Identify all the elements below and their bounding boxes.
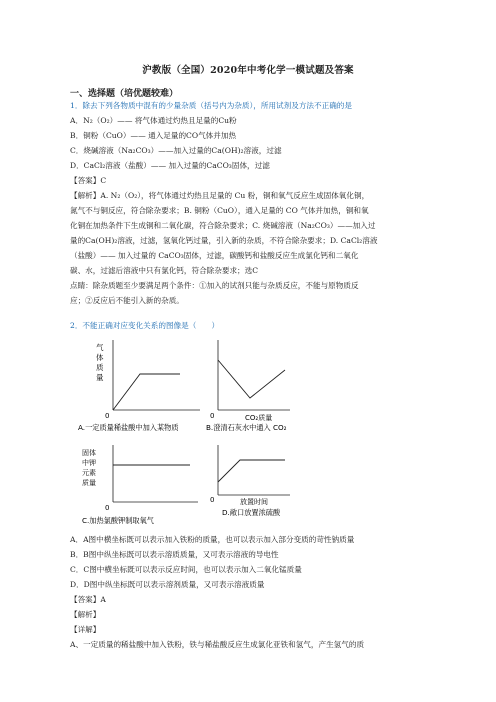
q2-stem: 2．不能正确对应变化关系的图像是（ ）	[70, 321, 220, 330]
graph-c	[82, 445, 198, 525]
graph-b-xlabel: CO₂质量	[245, 414, 273, 422]
q1-option-d: D．CaCl₂溶液（盐酸）—— 加入过量的CaCO₃固体，过滤	[70, 161, 270, 170]
q1-option-b: B．铜粉（CuO）—— 通入足量的CO气体并加热	[70, 131, 237, 140]
graph-b-caption: B.澄清石灰水中通入 CO₂	[206, 423, 287, 432]
graph-a-ylabel: 质	[96, 363, 104, 372]
q2-option-b: B．B图中纵坐标既可以表示溶质质量，又可表示溶液的导电性	[70, 550, 279, 559]
q1-analysis-line: 应；②反应后不能引入新的杂质。	[70, 296, 184, 305]
q2-graph-figure	[0, 330, 496, 530]
graph-c-ylabel: 元素	[82, 469, 96, 477]
graph-a-origin: 0	[105, 412, 110, 420]
q1-analysis-line: 化铜在加热条件下生成铜和二氧化碳，符合除杂要求；C. 烧碱溶液（Na₂CO₃）——加入过	[70, 221, 376, 230]
q1-answer: 【答案】C	[70, 176, 107, 185]
graph-c-ylabel: 质量	[82, 479, 96, 487]
graph-d-caption: D.敞口放置浓硫酸	[222, 508, 281, 517]
q2-detail-line: A、一定质量的稀盐酸中加入铁粉，铁与稀盐酸反应生成氯化亚铁和氢气，产生氢气的质	[70, 640, 365, 649]
q1-stem: 1．除去下列各物质中混有的少量杂质（括号内为杂质），所用试剂及方法不正确的是	[70, 101, 352, 110]
graph-b	[206, 340, 290, 432]
graph-d	[210, 445, 290, 517]
graph-d-xlabel: 放置时间	[240, 498, 268, 506]
q1-analysis-line: 点睛：除杂质题至少要满足两个条件：①加入的试剂只能与杂质反应，不能与原物质反	[70, 281, 359, 290]
graph-c-origin: 0	[105, 504, 110, 512]
graph-c-caption: C.加热氯酸钾制取氧气	[82, 516, 154, 525]
q1-analysis-line: 碳、水，过滤后溶液中只有氯化钙，符合除杂要求；选C	[70, 266, 259, 275]
section-heading: 一、选择题（培优题较难）	[70, 89, 179, 99]
graph-a-ylabel: 量	[96, 373, 104, 382]
graph-d-origin: 0	[210, 496, 215, 504]
graph-c-ylabel: 中钾	[82, 459, 96, 467]
q2-detail: 【详解】	[70, 625, 101, 634]
graph-b-origin: 0	[210, 412, 215, 420]
graph-a	[78, 340, 200, 432]
q2-answer: 【答案】A	[70, 595, 106, 604]
q1-analysis-line: 氮气不与铜反应，符合除杂要求；B. 铜粉（CuO），通入足量的 CO 气体并加热，铜和氧	[70, 206, 369, 215]
q1-analysis-line: 量的Ca(OH)₂溶液，过滤，氢氧化钙过量，引入新的杂质，不符合除杂要求；D. CaCl₂溶液	[70, 236, 378, 245]
graph-c-ylabel: 固体	[82, 449, 96, 457]
q1-analysis-line: 【解析】A. N₂（O₂），将气体通过灼热且足量的 Cu 粉，铜和氧气反应生成固体氧化铜，	[70, 191, 370, 200]
graph-a-ylabel: 气	[96, 343, 104, 352]
q2-analysis: 【解析】	[70, 610, 101, 619]
q1-option-a: A．N₂（O₂）—— 将气体通过灼热且足量的Cu粉	[70, 116, 237, 125]
q2-option-d: D．D图中纵坐标既可以表示溶剂质量，又可表示溶液质量	[70, 580, 265, 589]
graph-a-ylabel: 体	[96, 353, 104, 362]
q1-analysis-line: （盐酸）—— 加入过量的 CaCO₃固体，过滤，碳酸钙和盐酸反应生成氯化钙和二氧化	[70, 251, 359, 260]
q2-option-a: A．A图中横坐标既可以表示加入铁粉的质量，也可以表示加入部分变质的苛性钠质量	[70, 535, 355, 544]
page-title: 沪教版（全国）2020年中考化学一模试题及答案	[142, 65, 354, 76]
graph-a-caption: A.一定质量稀盐酸中加入某物质	[78, 423, 179, 432]
q2-option-c: C．C图中横坐标既可以表示反应时间，也可以表示加入二氧化锰质量	[70, 565, 302, 574]
q1-option-c: C．烧碱溶液（Na₂CO₃）——加入过量的Ca(OH)₂溶液，过滤	[70, 146, 282, 155]
